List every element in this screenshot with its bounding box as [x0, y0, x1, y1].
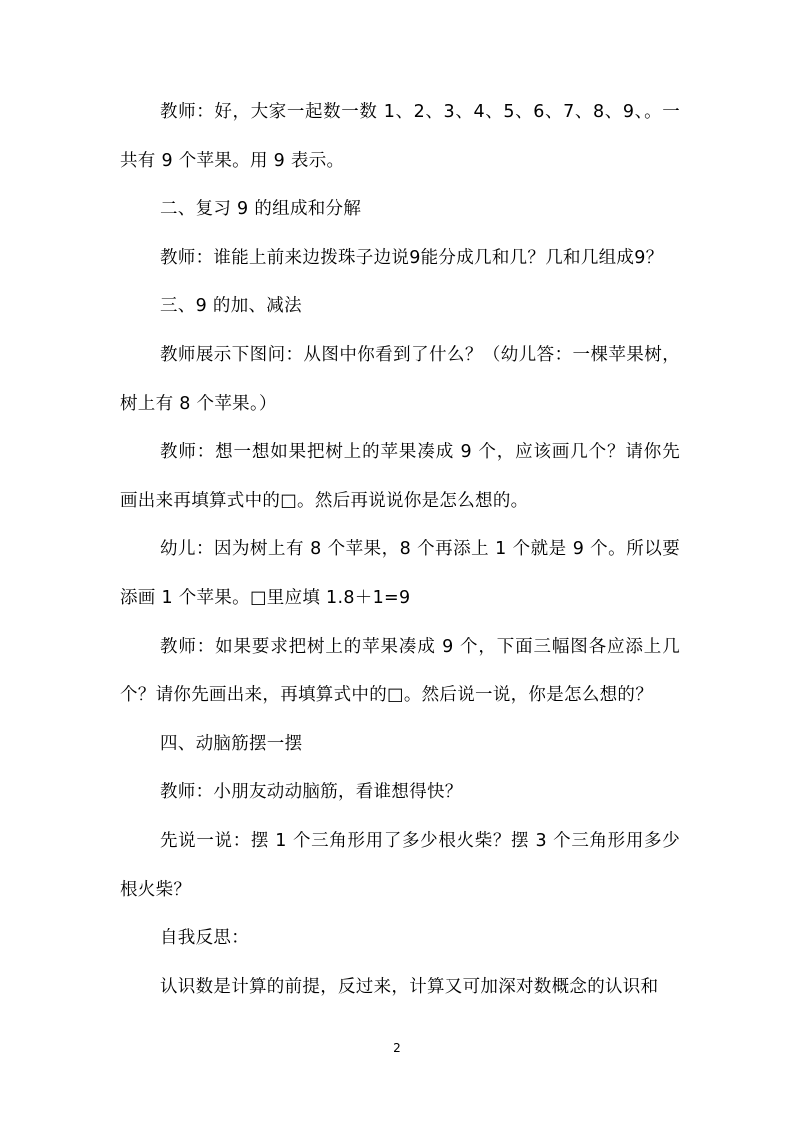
- paragraph-counting-apples: 教师：好，大家一起数一数 1、2、3、4、5、6、7、8、9、。一共有 9 个苹果。用 9 表示。: [120, 102, 680, 171]
- heading-addition-subtraction: 三、9 的加、减法: [160, 296, 302, 317]
- paragraph-matchstick-question: 先说一说：摆 1 个三角形用了多少根火柴？摆 3 个三角形用多少根火柴？: [120, 830, 680, 900]
- page-number: 2: [393, 1041, 401, 1055]
- heading-review-composition: 二、复习 9 的组成和分解: [160, 199, 362, 220]
- document-body: [120, 88, 680, 1011]
- paragraph-reflection-text: 认识数是计算的前提，反过来，计算又可加深对数概念的认识和: [160, 976, 659, 997]
- paragraph-teacher-think-fast: 教师：小朋友动动脑筋，看谁想得快？: [160, 782, 463, 803]
- paragraph-teacher-three-pictures: 教师：如果要求把树上的苹果凑成 9 个，下面三幅图各应添上几个？请你先画出来，再填算式中的□。然后说一说，你是怎么想的？: [120, 636, 680, 706]
- paragraph-teacher-make-nine: 教师：想一想如果把树上的苹果凑成 9 个，应该画几个？请你先画出来再填算式中的□。然后再说说你是怎么想的。: [120, 442, 680, 511]
- paragraph-child-answer: 幼儿：因为树上有 8 个苹果，8 个再添上 1 个就是 9 个。所以要添画 1 个苹果。□里应填 1.8＋1=9: [120, 539, 680, 608]
- paragraph-teacher-beads-question: 教师：谁能上前来边拨珠子边说9能分成几和几？几和几组成9？: [160, 247, 664, 268]
- heading-think-and-arrange: 四、动脑筋摆一摆: [160, 733, 303, 754]
- paragraph-teacher-shows-picture: 教师展示下图问：从图中你看到了什么？（幼儿答：一棵苹果树，树上有 8 个苹果。）: [120, 344, 680, 414]
- heading-self-reflection: 自我反思：: [160, 928, 249, 949]
